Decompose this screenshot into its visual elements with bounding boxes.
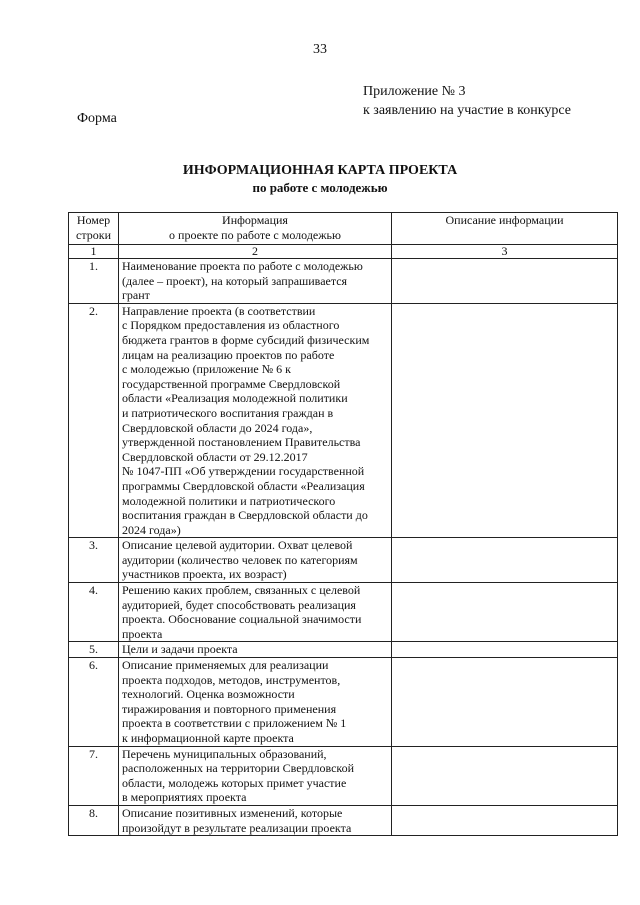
row-information-line: проекта в соответствии с приложением № 1: [122, 716, 347, 731]
table-row: [69, 805, 618, 835]
column-number-3: 3: [392, 245, 618, 259]
row-information-line: технологий. Оценка возможности: [122, 687, 295, 702]
table-header-row: [69, 213, 618, 245]
row-information-line: области «Реализация молодежной политики: [122, 391, 348, 406]
header-row-number-line-1: Номер: [76, 213, 111, 227]
row-information-line: Описание позитивных изменений, которые: [122, 805, 343, 820]
row-information-line: к информационной карте проекта: [122, 731, 294, 745]
header-row-number-line-2: строки: [76, 227, 111, 242]
table-row: [69, 259, 618, 304]
table-row: [69, 583, 618, 642]
row-number: 2.: [69, 303, 119, 538]
row-information-line: тиражирования и повторного применения: [122, 701, 337, 716]
row-description-cell[interactable]: [392, 538, 618, 583]
row-information: [119, 642, 392, 658]
row-information-line: утвержденной постановлением Правительства: [122, 435, 361, 450]
row-information-line: программы Свердловской области «Реализация: [122, 478, 365, 493]
document-subtitle: по работе с молодежью: [252, 180, 388, 195]
row-number: 5.: [69, 642, 119, 658]
row-information-line: произойдут в результате реализации проекта: [122, 820, 352, 835]
row-information-line: области, молодежь которых примет участие: [122, 775, 347, 790]
row-information-line: государственной программе Свердловской: [122, 376, 341, 391]
row-information: [119, 746, 392, 805]
page-number: 33: [313, 42, 327, 57]
form-label: Форма: [77, 111, 117, 126]
document-title: ИНФОРМАЦИОННАЯ КАРТА ПРОЕКТА: [182, 163, 458, 178]
row-information-line: лицам на реализацию проектов по работе: [122, 347, 335, 362]
project-info-table: [68, 212, 618, 836]
row-information-line: в мероприятиях проекта: [122, 790, 247, 805]
row-information-line: Описание целевой аудитории. Охват целевой: [122, 538, 353, 553]
row-information-line: расположенных на территории Свердловской: [122, 761, 355, 776]
row-information-line: № 1047-ПП «Об утверждении государственной: [122, 464, 365, 479]
header-information: [119, 213, 392, 245]
row-information-line: грант: [122, 288, 150, 303]
row-information: [119, 658, 392, 747]
table-row: [69, 746, 618, 805]
row-description-cell[interactable]: [392, 805, 618, 835]
table-row: [69, 658, 618, 747]
row-information: [119, 805, 392, 835]
row-description-cell[interactable]: [392, 658, 618, 747]
row-description-cell[interactable]: [392, 642, 618, 658]
row-information-line: аудиторией, будет способствовать реализация: [122, 597, 356, 612]
column-number-1: 1: [69, 245, 119, 259]
row-information-line: (далее – проект), на который запрашивается: [122, 273, 348, 288]
row-number: 1.: [69, 259, 119, 304]
row-information-line: Свердловской области до 2024 года»,: [122, 420, 313, 435]
row-information-line: Решению каких проблем, связанных с целевой: [122, 583, 361, 598]
row-information-line: Свердловской области от 29.12.2017: [122, 449, 308, 464]
header-description-line: Описание информации: [445, 213, 564, 227]
row-information-line: с молодежью (приложение № 6 к: [122, 362, 292, 377]
header-description: [392, 213, 618, 245]
row-information-line: Перечень муниципальных образований,: [122, 746, 327, 761]
table-row: [69, 303, 618, 538]
row-information-line: Цели и задачи проекта: [122, 642, 238, 657]
column-number-2: 2: [119, 245, 392, 259]
row-number: 6.: [69, 658, 119, 747]
row-number: 4.: [69, 583, 119, 642]
row-description-cell[interactable]: [392, 746, 618, 805]
appendix-line-1: Приложение № 3: [363, 84, 466, 99]
row-information-line: аудитории (количество человек по категориям: [122, 552, 358, 567]
row-information: [119, 583, 392, 642]
header-information-line-2: о проекте по работе с молодежью: [169, 227, 341, 242]
row-information-line: Наименование проекта по работе с молодежью: [122, 259, 363, 273]
row-information-line: проекта подходов, методов, инструментов,: [122, 672, 341, 687]
row-information: [119, 259, 392, 304]
row-information: [119, 303, 392, 538]
row-information-line: бюджета грантов в форме субсидий физическим: [122, 332, 370, 347]
header-information-line-1: Информация: [222, 213, 288, 227]
row-description-cell[interactable]: [392, 303, 618, 538]
row-information-line: с Порядком предоставления из областного: [122, 318, 340, 333]
appendix-note: [363, 82, 571, 120]
row-information-line: воспитания граждан в Свердловской области до: [122, 508, 368, 523]
row-information-line: 2024 года»): [122, 522, 181, 537]
row-number: 7.: [69, 746, 119, 805]
row-description-cell[interactable]: [392, 583, 618, 642]
header-row-number: [69, 213, 119, 245]
row-information-line: и патриотического воспитания граждан в: [122, 405, 334, 420]
table-row: [69, 538, 618, 583]
appendix-line-2: к заявлению на участие в конкурсе: [363, 103, 571, 118]
table-row: [69, 642, 618, 658]
row-information-line: молодежной политики и патриотического: [122, 493, 336, 508]
row-information-line: Описание применяемых для реализации: [122, 658, 329, 673]
row-description-cell[interactable]: [392, 259, 618, 304]
row-number: 8.: [69, 805, 119, 835]
row-number: 3.: [69, 538, 119, 583]
column-numbers-row: [69, 245, 618, 259]
row-information-line: проекта: [122, 626, 163, 641]
row-information-line: участников проекта, их возраст): [122, 567, 287, 582]
row-information-line: Направление проекта (в соответствии: [122, 303, 316, 318]
row-information: [119, 538, 392, 583]
row-information-line: проекта. Обоснование социальной значимости: [122, 612, 362, 627]
